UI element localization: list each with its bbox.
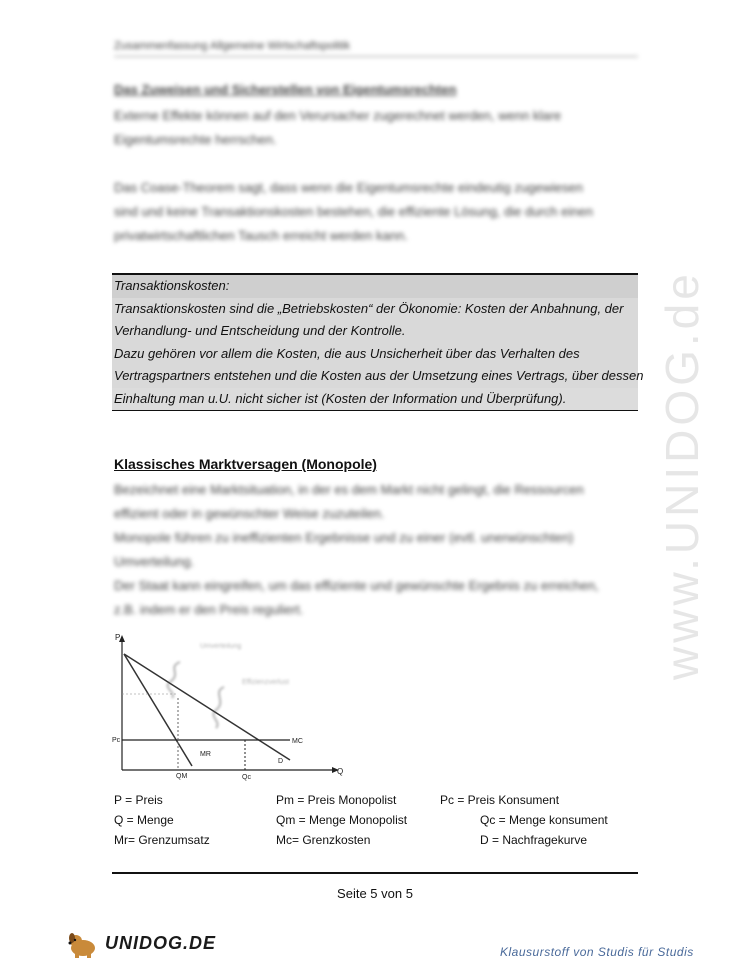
legend-item: Mc= Grenzkosten — [276, 833, 371, 847]
legend-item: Q = Menge — [114, 813, 174, 827]
annotation-squiggle-1 — [168, 662, 180, 698]
box-line: Transaktionskosten sind die „Betriebskosten“ der Ökonomie: Kosten der Anbahnung, der — [112, 298, 638, 321]
legend-item: D = Nachfragekurve — [480, 833, 588, 847]
section-monopole-text — [114, 478, 634, 622]
text-line: Eigentumsrechte herrschen. — [114, 132, 277, 147]
unidog-logo[interactable] — [66, 930, 216, 958]
legend-item: P = Preis — [114, 793, 163, 807]
logo-text: UNIDOG.DE — [105, 932, 217, 953]
section-eigentumsrechte-text — [114, 104, 634, 248]
box-line: Einhaltung man u.U. nicht sicher ist (Kosten der Information und Überprüfung). — [112, 388, 638, 411]
q-axis-label: Q — [337, 767, 344, 776]
mr-label: MR — [200, 751, 211, 758]
d-label: D — [278, 758, 284, 765]
demand-curve — [124, 654, 290, 760]
annotation-2: Effizienzverlust — [242, 679, 289, 686]
text-line: z.B. indem er den Preis reguliert. — [114, 602, 304, 617]
annotation-1: Umverteilung — [200, 643, 242, 650]
annotation-squiggle-2 — [213, 687, 224, 728]
qc-label: Qc — [242, 774, 251, 781]
page-header: Zusammenfassung Allgemeine Wirtschaftspolitik — [114, 40, 638, 57]
text-line: sind und keine Transaktionskosten bestehen, die effiziente Lösung, die durch einen — [114, 204, 593, 219]
box-line: Vertragspartners entstehen und die Kosten aus der Umsetzung eines Vertrags, über dessen — [112, 365, 638, 388]
page-number: Seite 5 von 5 — [337, 886, 413, 901]
text-line: Das Coase-Theorem sagt, dass wenn die Eigentumsrechte eindeutig zugewiesen — [114, 180, 583, 195]
legend-column-2 — [276, 790, 407, 850]
text-line: Der Staat kann eingreifen, um das effiziente und gewünschte Ergebnis zu erreichen, — [114, 578, 599, 593]
monopoly-diagram — [112, 632, 352, 782]
transaktionskosten-box — [112, 273, 644, 411]
section-title-eigentumsrechte: Das Zuweisen und Sicherstellen von Eigentumsrechten — [114, 82, 457, 97]
section-title-monopole: Klassisches Marktversagen (Monopole) — [114, 456, 377, 472]
text-line: Umverteilung. — [114, 554, 195, 569]
legend-item: Pm = Preis Monopolist — [276, 793, 397, 807]
mr-curve — [124, 654, 192, 766]
qm-label: QM — [176, 773, 188, 780]
text-line: Externe Effekte können auf den Verursacher zugerechnet werden, wenn klare — [114, 108, 562, 123]
legend-item: Mr= Grenzumsatz — [114, 833, 210, 847]
text-line: privatwirtschaftlichen Tausch erreicht werden kann. — [114, 228, 408, 243]
legend-item: Pc = Preis Konsument — [440, 793, 560, 807]
box-line: Transaktionskosten: — [112, 275, 638, 298]
tagline: Klausurstoff von Studis für Studis — [500, 945, 694, 959]
dog-icon — [66, 930, 100, 958]
footer-divider — [112, 872, 638, 874]
text-line: Monopole führen zu ineffizienten Ergebnisse und zu einer (evtl. unerwünschten) — [114, 530, 574, 545]
pc-label: Pc — [112, 737, 121, 744]
legend-item: Qm = Menge Monopolist — [276, 813, 408, 827]
legend-column-3 — [440, 790, 608, 850]
p-axis-label: P — [115, 633, 121, 642]
legend-column-1 — [114, 790, 210, 850]
text-line: Bezeichnet eine Marktsituation, in der es dem Markt nicht gelingt, die Ressourcen — [114, 482, 584, 497]
watermark: www.UNIDOG.de — [656, 270, 708, 680]
box-line: Verhandlung- und Entscheidung und der Kontrolle. — [112, 320, 638, 343]
box-line: Dazu gehören vor allem die Kosten, die aus Unsicherheit über das Verhalten des — [112, 343, 638, 366]
text-line: effizient oder in gewünschter Weise zuzuteilen. — [114, 506, 385, 521]
mc-label: MC — [292, 738, 303, 745]
legend-item: Qc = Menge konsument — [480, 813, 608, 827]
